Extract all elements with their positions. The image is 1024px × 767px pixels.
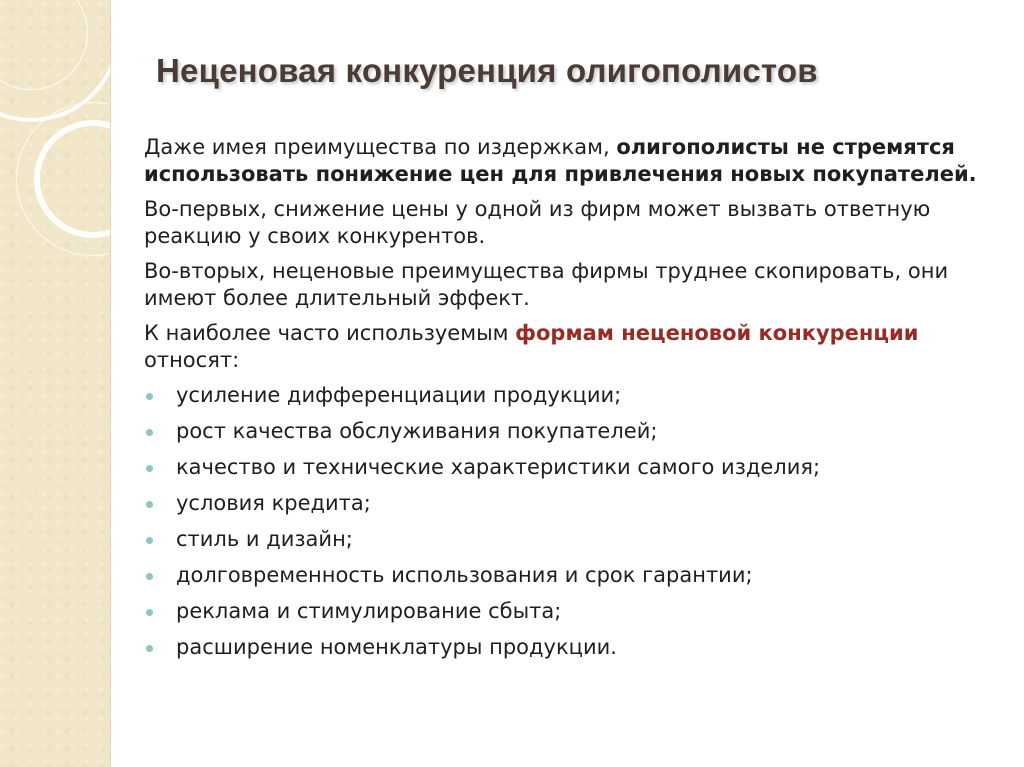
decorative-side-band (0, 0, 110, 767)
list-item-text: реклама и стимулирование сбыта; (176, 599, 562, 623)
paragraph-1-bold-text: олигополисты не стремятся использовать понижение цен для привлечения новых покупателей. (144, 135, 977, 186)
list-item (144, 634, 984, 661)
list-item (144, 382, 984, 409)
bullet-icon (146, 609, 153, 616)
list-item (144, 490, 984, 517)
list-item-text: стиль и дизайн; (176, 527, 353, 551)
list-item-text: долговременность использования и срок гарантии; (176, 563, 753, 587)
bullet-icon (146, 537, 153, 544)
list-item (144, 418, 984, 445)
list-item-text: рост качества обслуживания покупателей; (176, 419, 658, 443)
bullet-icon (146, 465, 153, 472)
paragraph-1-text: Даже имея преимущества по издержкам, (144, 135, 617, 159)
paragraph-second-reason: Во-вторых, неценовые преимущества фирмы труднее скопировать, они имеют более длительный эффект. (144, 259, 949, 310)
bullet-icon (146, 645, 153, 652)
list-item-text: усиление дифференциации продукции; (176, 383, 622, 407)
side-band-divider (110, 0, 111, 767)
bullet-icon (146, 429, 153, 436)
list-item-text: условия кредита; (176, 491, 371, 515)
paragraph-4-text-end: относят: (144, 348, 240, 372)
paragraph-first-reason: Во-первых, снижение цены у одной из фирм может вызвать ответную реакцию у своих конкурентов. (144, 197, 931, 248)
list-item (144, 454, 984, 481)
bullet-icon (146, 573, 153, 580)
list-item-text: качество и технические характеристики самого изделия; (176, 455, 821, 479)
list-item (144, 562, 984, 589)
bullet-icon (146, 393, 153, 400)
list-item (144, 526, 984, 553)
paragraph-4-text-start: К наиболее часто используемым (144, 321, 516, 345)
slide-body (144, 134, 984, 670)
paragraph-forms-intro (144, 320, 984, 374)
paragraph-price-advantage (144, 134, 984, 188)
slide-title: Неценовая конкуренция олигополистов (156, 52, 818, 89)
list-item (144, 598, 984, 625)
paragraph-4-accent-text: формам неценовой конкуренции (515, 321, 919, 345)
bullet-list (144, 382, 984, 661)
bullet-icon (146, 501, 153, 508)
list-item-text: расширение номенклатуры продукции. (176, 635, 617, 659)
